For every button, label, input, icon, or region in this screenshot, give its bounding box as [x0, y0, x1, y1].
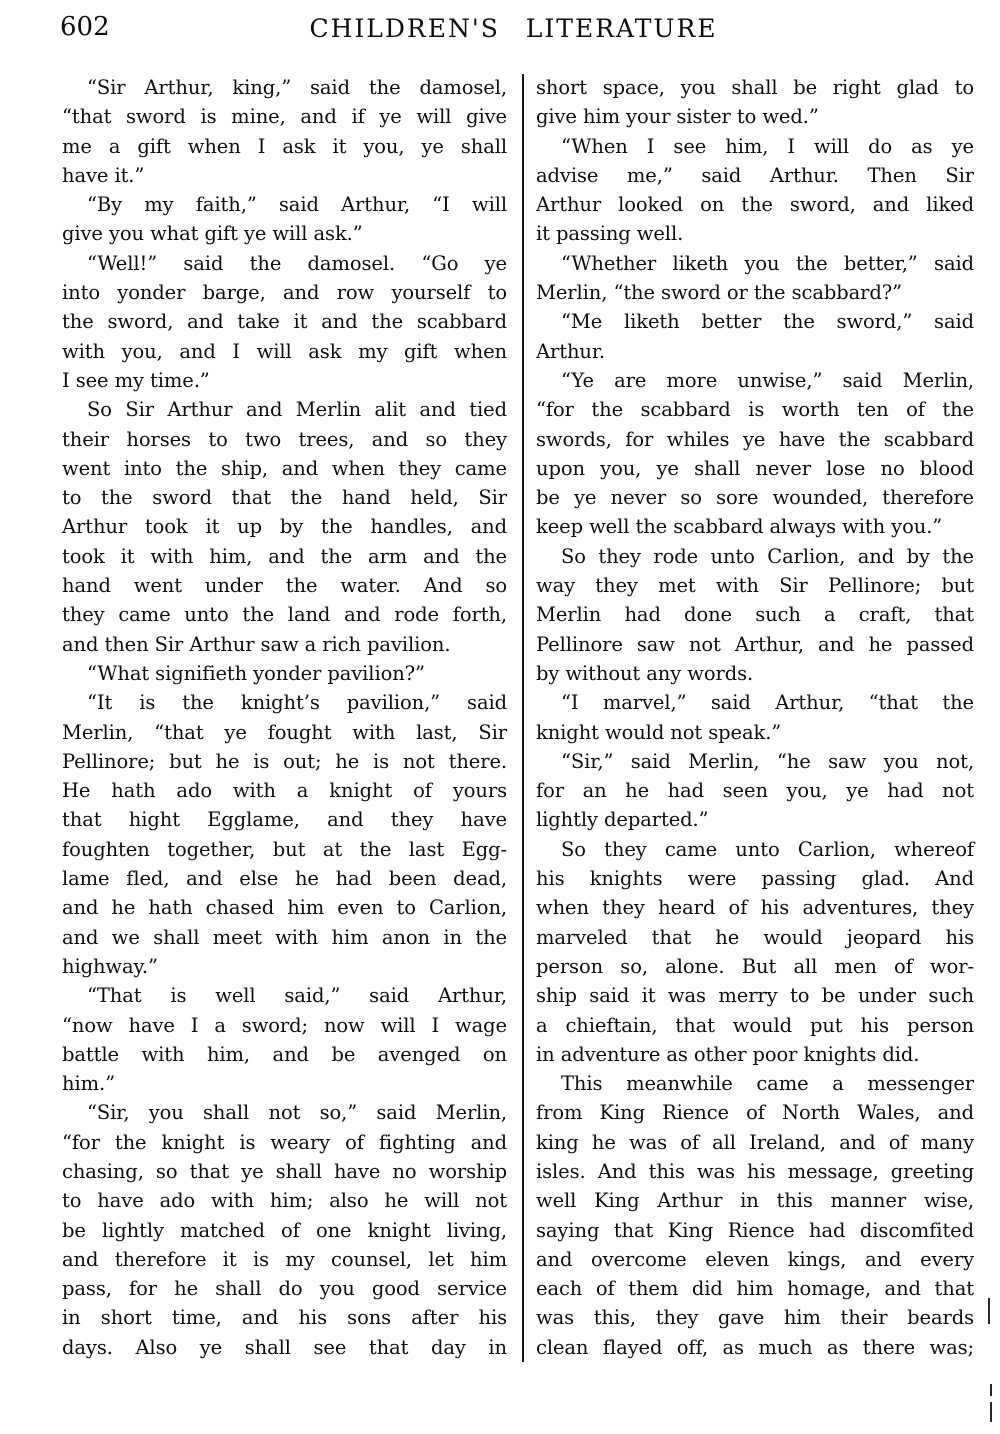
- scan-edge-artifact: [990, 1384, 992, 1396]
- text-line: ship said it was merry to be under such: [536, 984, 974, 1008]
- text-line: short space, you shall be right glad to: [536, 76, 974, 99]
- text-line: with you, and I will ask my gift when: [62, 339, 507, 363]
- text-line: “Me liketh better the sword,” said: [561, 310, 974, 334]
- text-line: give him your sister to wed.”: [536, 105, 819, 129]
- text-line: his knights were passing glad. And: [536, 867, 974, 891]
- text-line: This meanwhile came a messenger: [561, 1072, 974, 1096]
- paragraph: [62, 659, 507, 688]
- text-line: “Sir, you shall not so,” said Merlin,: [87, 1101, 507, 1125]
- text-line: be lightly matched of one knight living,: [62, 1218, 507, 1242]
- text-line: Arthur looked on the sword, and liked: [536, 193, 974, 217]
- paragraph: [62, 688, 507, 981]
- text-line: “Sir Arthur, king,” said the damosel,: [87, 76, 507, 99]
- paragraph: [536, 132, 974, 249]
- paragraph: [536, 366, 974, 542]
- text-line: So they rode unto Carlion, and by the: [561, 544, 974, 568]
- text-line: “for the knight is weary of fighting and: [62, 1130, 507, 1154]
- text-line: marveled that he would jeopard his: [536, 925, 974, 949]
- text-line: lame fled, and else he had been dead,: [62, 867, 507, 891]
- text-line: way they met with Sir Pellinore; but: [536, 574, 974, 598]
- text-line: was this, they gave him their beards: [536, 1306, 974, 1330]
- paragraph: [536, 542, 974, 688]
- text-line: to the sword that the hand held, Sir: [62, 486, 507, 510]
- text-line: “Ye are more unwise,” said Merlin,: [561, 368, 974, 392]
- paragraph: [62, 73, 507, 190]
- text-line: “for the scabbard is worth ten of the: [536, 398, 974, 422]
- text-line: and therefore it is my counsel, let him: [62, 1247, 507, 1271]
- text-line: battle with him, and be avenged on: [62, 1042, 507, 1066]
- paragraph: [62, 190, 507, 249]
- text-line: be ye never so sore wounded, therefore: [536, 486, 974, 510]
- text-column-right: [536, 73, 974, 1362]
- text-line: Merlin, “that ye fought with last, Sir: [62, 720, 507, 744]
- text-line: knight would not speak.”: [536, 720, 782, 744]
- paragraph: [62, 1098, 507, 1362]
- page-title: CHILDREN'S LITERATURE: [309, 14, 718, 43]
- text-line: “That is well said,” said Arthur,: [87, 984, 507, 1008]
- text-line: to have ado with him; also he will not: [62, 1189, 507, 1213]
- text-line: their horses to two trees, and so they: [62, 427, 507, 451]
- text-line: Merlin, “the sword or the scabbard?”: [536, 281, 902, 305]
- column-divider-rule: [522, 74, 524, 1362]
- scan-edge-artifact: [990, 1402, 992, 1422]
- text-line: took it with him, and the arm and the: [62, 544, 507, 568]
- text-line: well King Arthur in this manner wise,: [536, 1189, 974, 1213]
- text-line: “Well!” said the damosel. “Go ye: [87, 251, 507, 275]
- text-line: when they heard of his adventures, they: [536, 896, 974, 920]
- text-line: Arthur took it up by the handles, and: [62, 515, 507, 539]
- text-line: and we shall meet with him anon in the: [62, 925, 507, 949]
- text-line: chasing, so that ye shall have no worship: [62, 1159, 507, 1183]
- text-line: clean flayed off, as much as there was;: [536, 1335, 974, 1359]
- text-line: him.”: [62, 1072, 115, 1096]
- text-line: and then Sir Arthur saw a rich pavilion.: [62, 632, 451, 656]
- text-line: Pellinore saw not Arthur, and he passed: [536, 632, 974, 656]
- text-line: each of them did him homage, and that: [536, 1277, 974, 1301]
- text-line: in short time, and his sons after his: [62, 1306, 507, 1330]
- text-line: I see my time.”: [62, 368, 210, 392]
- text-line: upon you, ye shall never lose no blood: [536, 456, 974, 480]
- text-line: “I marvel,” said Arthur, “that the: [561, 691, 974, 715]
- text-line: that hight Egglame, and they have: [62, 808, 507, 832]
- text-line: a chieftain, that would put his person: [536, 1013, 974, 1037]
- paragraph: [536, 307, 974, 366]
- paragraph: [62, 981, 507, 1098]
- text-line: lightly departed.”: [536, 808, 709, 832]
- text-line: “that sword is mine, and if ye will give: [62, 105, 507, 129]
- text-line: me a gift when I ask it you, ye shall: [62, 134, 507, 158]
- text-line: went into the ship, and when they came: [62, 456, 507, 480]
- text-line: “What signifieth yonder pavilion?”: [87, 661, 425, 685]
- paragraph: [536, 1069, 974, 1362]
- text-line: highway.”: [62, 954, 158, 978]
- text-line: the sword, and take it and the scabbard: [62, 310, 507, 334]
- text-line: give you what gift ye will ask.”: [62, 222, 363, 246]
- page-number: 602: [60, 12, 110, 42]
- text-line: person so, alone. But all men of wor-: [536, 954, 974, 978]
- text-line: “When I see him, I will do as ye: [561, 134, 974, 158]
- text-line: saying that King Rience had discomfited: [536, 1218, 974, 1242]
- scan-edge-artifact: [988, 1298, 990, 1324]
- text-line: swords, for whiles ye have the scabbard: [536, 427, 974, 451]
- text-line: Merlin had done such a craft, that: [536, 603, 974, 627]
- text-line: and overcome eleven kings, and every: [536, 1247, 974, 1271]
- text-line: Pellinore; but he is out; he is not there.: [62, 749, 507, 773]
- text-column-left: [62, 73, 507, 1362]
- text-line: Arthur.: [536, 339, 606, 363]
- text-line: “Sir,” said Merlin, “he saw you not,: [561, 749, 974, 773]
- text-line: “It is the knight’s pavilion,” said: [87, 691, 507, 715]
- text-line: isles. And this was his message, greeting: [536, 1159, 974, 1183]
- text-line: they came unto the land and rode forth,: [62, 603, 507, 627]
- paragraph: [62, 249, 507, 395]
- paragraph: [536, 688, 974, 747]
- text-line: into yonder barge, and row yourself to: [62, 281, 507, 305]
- text-line: pass, for he shall do you good service: [62, 1277, 507, 1301]
- text-line: for an he had seen you, ye had not: [536, 779, 974, 803]
- paragraph: [536, 249, 974, 308]
- text-line: in adventure as other poor knights did.: [536, 1042, 920, 1066]
- text-line: “By my faith,” said Arthur, “I will: [87, 193, 507, 217]
- paragraph: [62, 395, 507, 659]
- text-line: foughten together, but at the last Egg-: [62, 837, 507, 861]
- paragraph: [536, 835, 974, 1069]
- text-line: it passing well.: [536, 222, 684, 246]
- text-line: from King Rience of North Wales, and: [536, 1101, 974, 1125]
- text-line: have it.”: [62, 163, 145, 187]
- text-line: king he was of all Ireland, and of many: [536, 1130, 974, 1154]
- text-line: So Sir Arthur and Merlin alit and tied: [87, 398, 507, 422]
- text-line: advise me,” said Arthur. Then Sir: [536, 163, 974, 187]
- text-line: keep well the scabbard always with you.”: [536, 515, 943, 539]
- text-line: hand went under the water. And so: [62, 574, 507, 598]
- text-line: So they came unto Carlion, whereof: [561, 837, 974, 861]
- text-line: and he hath chased him even to Carlion,: [62, 896, 507, 920]
- text-line: “now have I a sword; now will I wage: [62, 1013, 507, 1037]
- text-line: He hath ado with a knight of yours: [62, 779, 507, 803]
- text-line: by without any words.: [536, 661, 754, 685]
- text-line: “Whether liketh you the better,” said: [561, 251, 974, 275]
- paragraph: [536, 747, 974, 835]
- text-line: days. Also ye shall see that day in: [62, 1335, 507, 1359]
- paragraph: [536, 73, 974, 132]
